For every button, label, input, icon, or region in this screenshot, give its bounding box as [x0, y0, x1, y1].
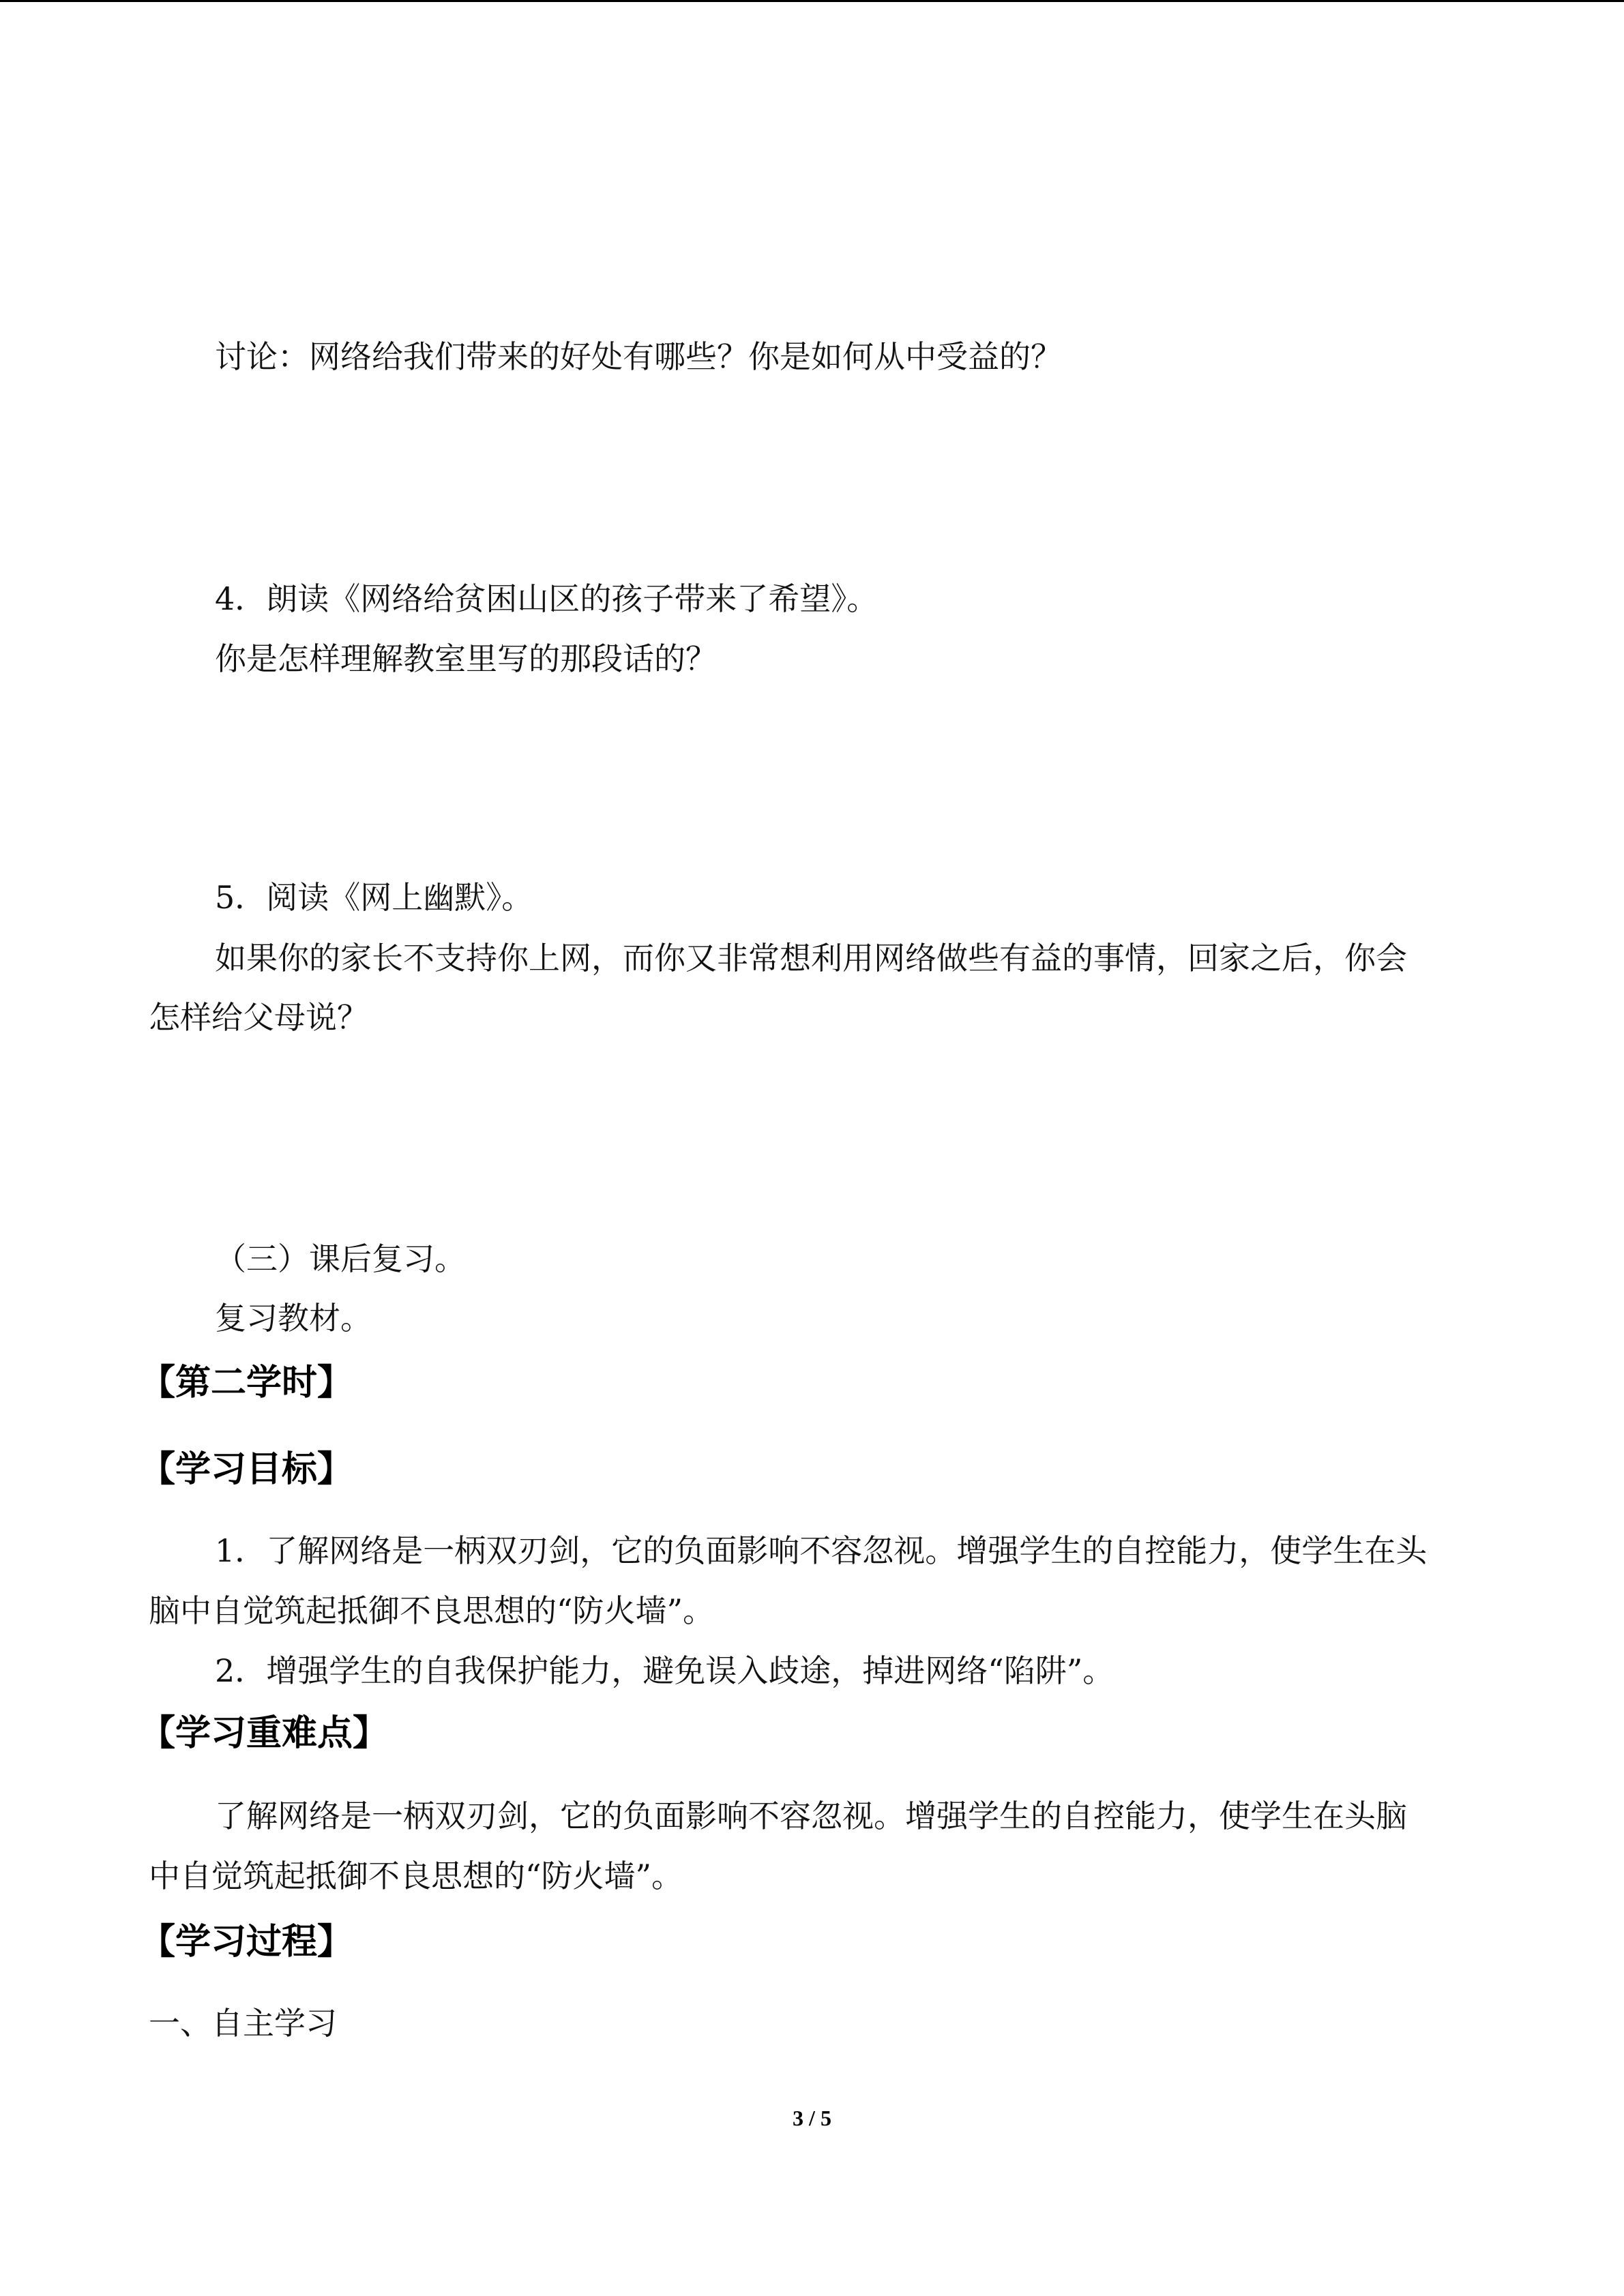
section-self-study: 一、自主学习	[149, 2005, 337, 2042]
item-4-reading: 4．朗读《网络给贫困山区的孩子带来了希望》。	[215, 580, 879, 617]
goal-1-line-2: 脑中自觉筑起抵御不良思想的“防火墙”。	[149, 1592, 715, 1629]
discussion-question: 讨论：网络给我们带来的好处有哪些？你是如何从中受益的？	[215, 338, 1062, 375]
heading-second-lesson: 【第二学时】	[140, 1362, 353, 1403]
key-points-line-2: 中自觉筑起抵御不良思想的“防火墙”。	[149, 1858, 683, 1894]
item-4-question: 你是怎样理解教室里写的那段话的？	[215, 640, 717, 677]
goal-1-line-1: 1．了解网络是一柄双刃剑，它的负面影响不容忽视。增强学生的自控能力，使学生在头	[215, 1532, 1428, 1569]
page-number: 3 / 5	[793, 2106, 831, 2130]
review-heading: （三）课后复习。	[215, 1240, 466, 1277]
heading-learning-process: 【学习过程】	[140, 1922, 353, 1963]
goal-2: 2．增强学生的自我保护能力，避免误入歧途，掉进网络“陷阱”。	[215, 1652, 1114, 1689]
review-text: 复习教材。	[215, 1300, 372, 1337]
item-5-reading: 5．阅读《网上幽默》。	[215, 879, 533, 916]
key-points-line-1: 了解网络是一柄双刃剑，它的负面影响不容忽视。增强学生的自控能力，使学生在头脑	[215, 1798, 1407, 1834]
item-5-question-line-1: 如果你的家长不支持你上网，而你又非常想利用网络做些有益的事情，回家之后，你会	[215, 940, 1407, 976]
heading-learning-goals: 【学习目标】	[140, 1449, 353, 1490]
heading-key-points: 【学习重难点】	[140, 1713, 389, 1754]
item-5-question-line-2: 怎样给父母说？	[149, 999, 368, 1036]
